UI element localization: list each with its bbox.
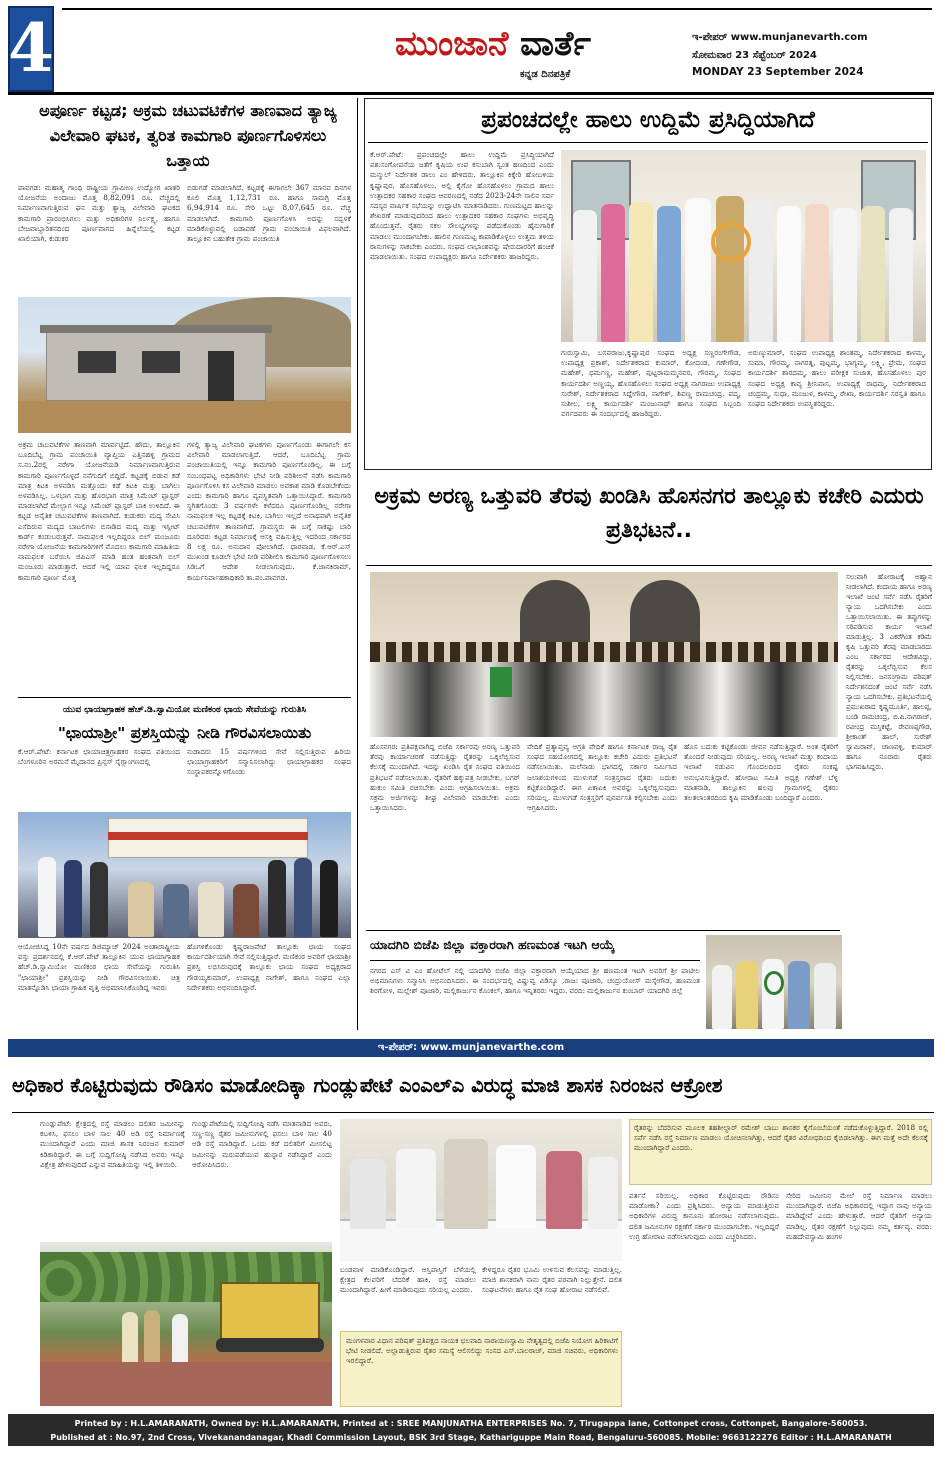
- article5-felicitation-photo: [706, 935, 842, 1029]
- article4-award-photo: [18, 812, 351, 938]
- article1-col1-top: ಪಾವಗಡ: ಮಹಾತ್ಮ ಗಾಂಧಿ ರಾಷ್ಟ್ರೀಯ ಗ್ರಾಮೀಣ ಉದ್ಯೋಗ ಖಾತರಿ ಯೋಜನೆಯ ಅಂದಾಜು ಮೊತ್ತ 8,82,091 ರೂ. ವೆಚ್ಚದಲ್ಲಿ ನಿರ್ಮಾಣವಾಗುತ್ತಿರುವ ಘನ ಮತ್ತು ತ್ಯಾಜ್ಯ ವಿಲೇವಾರಿ ಘಟಕದ ಕಾಮಗಾರಿ ಪ್ರಾರಂಭಿಸಿಗಲು ಮತ್ತು ಅಧಿಕಾರಿಗಳ ನಿರ್ಲಕ್ಷ್ಯ, ಹಾಗೂ ಬೇಜವಾಬ್ದಾರಿತನದಿಂದ ಪೂರ್ಣವಾಗದ ಹಿನ್ನೆಲೆಯಲ್ಲಿ ಕಟ್ಟಡ ಖಾಲಿಯಾಗಿ, ಕುಡುಕರ: [18, 183, 180, 244]
- article6-box-text: ಮಂಗಳವಾರ ವಿಧಾನ ಪರಿಷತ್ ಪ್ರತಿಪಕ್ಷದ ನಾಯಕ ಛಲವಾದಿ ನಾರಾಯಣಸ್ವಾಮಿ ನೇತೃತ್ವದಲ್ಲಿ ಬಿಜೆಪಿ ನಿಯೋಗ ಹಿರಿಕಾಟಿಗೆ ಭೇಟಿ ನೀಡಲಿದೆ. ಅಲ್ಲಾಡುತ್ತಿರುವ ರೈತರ ಸಮಸ್ಯೆ ಆಲಿಸಲಿದ್ದು ಸಂಸದ ಎಸ್.ಬಾಲರಾಜ್, ಮಾಜಿ ಸಚಿವರು, ಅಧಿಕಾರಿಗಳು ಇರಲಿದ್ದಾರೆ.: [346, 1336, 618, 1366]
- crowd: [370, 652, 838, 737]
- ground: [18, 401, 351, 433]
- garland: [764, 971, 784, 995]
- article1-col2-top: ಬಿಡುಗಡೆ ಮಾಡಲಾಗಿದೆ. ಕಟ್ಟಡಕ್ಕೆ ಈಗಾಗಲೇ 367 ಮಾನವ ದಿನಗಳ ಕೂಲಿ ಮೊತ್ತ 1,12,731 ರೂ. ಹಾಗೂ ಸಾಮಗ್ರಿ ಮೊತ್ತ 6,94,914 ರೂ. ಸೇರಿ ಒಟ್ಟು 8,07,645 ರೂ. ವೆಚ್ಚ ಮಾಡಲಾಗಿದೆ. ಕಾಮಗಾರಿ ಪೂರ್ಣಗೊಳಿಸಿ ಅದನ್ನು ಸದ್ಬಳಕೆ ಮಾಡಿಕೊಳ್ಳುವಲ್ಲಿ ಬಡಾವಣೆ ಗ್ರಾಮ ಪಂಚಾಯಿತಿ ವಿಫಲವಾಗಿದೆ. ತಾಲ್ಲೂಕಿನ ಬಹುತೇಕ ಗ್ರಾಮ ಪಂಚಾಯಿತಿ: [187, 183, 351, 244]
- article4-col1: ಕೆ.ಆರ್.ಪೇಟೆ: ಕರ್ನಾಟಕ ಛಾಯಾಚಿತ್ರಗ್ರಾಹಕರ ಸಂಘದ ವತಿಯಿಂದ ಬೆಂಗಳೂರಿನ ಅರಮನೆ ಮೈದಾನದ ಪ್ರಿನ್ಸಸ್ ಸೈಗ್ಲಾಂಗಣದಲ್ಲಿ: [18, 747, 180, 767]
- person-figure: [396, 1149, 436, 1229]
- article6-col1: ಗುಂಡ್ಲುಪೇಟೆ: ಕ್ಷೇತ್ರದಲ್ಲಿ ರಸ್ತೆ ಮಾಡಲು ದಲಿತರ ಜಮೀನನ್ನು ಕಬಳಿಸಿ, ಫಸಲು ಬಾಳ ಸಾಲ 40 ಅಡಿ ರಸ್ತೆ ನಿರ್ಮಾಣಕ್ಕೆ ಮುಂದಾಗಿದ್ದಾರೆ ಎಂದು ಮಾಜಿ ಶಾಸಕ ನಿರಂಜನ ಕುಮಾರ್ ಕಿಡಿಕಾರಿದ್ದಾರೆ. ಈ ಬಗ್ಗೆ ಸುದ್ದಿಗೋಷ್ಠಿ ನಡೆಸಿದ ಅವರು ಇನ್ನೂ ವಿಕ್ಷೇತ್ರ ಹೇಳುವುದಿದೆ ಎನ್ನುವ ಮಾಹಿತಿಯನ್ನು ಇಲ್ಲಿ ತಿಳಿಯಿರಿ.: [40, 1119, 185, 1169]
- article1-col1-bottom: ಅಕ್ರಮ ಚಟುವಟಿಕೆಗಳ ತಾಣವಾಗಿ ಮಾರ್ಪಟ್ಟಿದೆ. ಹೌದು, ತಾಲ್ಲೂಕಿನ ಬೂದಿಬೆಟ್ಟ ಗ್ರಾಮ ಪಂಚಾಯಿತಿ ವ್ಯಾಪ್ತಿಯ ಎತ್ತಿನಹಳ್ಳಿ ಗ್ರಾಮದ ಸ.ನಂ.2ರಲ್ಲಿ ನರೇಗಾ ಯೋಜನೆಯಡಿ ನಿರ್ಮಾಣವಾಗುತ್ತಿರುವ ಕಾಮಗಾರಿ ಪೂರ್ಣಗೊಳ್ಳದೆ ನನೆಗುದಿಗೆ ಬಿದ್ದಿದೆ. ಕಟ್ಟಡಕ್ಕೆ ಬಿಡುವ ಕಡೆ ಮಾತ್ರ ಕಿಟಕಿ ಅಳವಡಿಸಿ ಮತ್ತೊಂದು ಕಡೆ ಕಿಟಕಿ ಮತ್ತು ಬಾಗಿಲು ಅಳವಡಿಸಿಲ್ಲ. ಒಳಭಾಗ ಮತ್ತು ಹೊರಭಾಗ ಮಾತ್ರ ಸಿಮೆಂಟ್ ಪ್ಲಾಸ್ಟರ್ ಮಾಡಲಾಗಿದೆ ಮೇಲ್ಬಾಗ ಇನ್ನೂ ಸಿಮೆಂಟ್ ಪ್ಲಾಸ್ಟರ್ ಬಾಕಿ ಉಳಿದಿದೆ. ಈ ಕಟ್ಟಡ ಅನೈತಿಕ ಚಟುವಟಿಕೆಗಳ ತಾಣವಾಗಿದೆ. ಕುಡುಕರು ಮದ್ಯ ಸೇವಿಸಿ ಎಸೆದಿರುವ ಮದ್ಯದ ಬಾಟಲಿಗಳು ಬಿಸಾಡಿದ ಮದ್ಯ ಮತ್ತು ಇಸ್ಪೀಟ್ ಕಾರ್ಡ್ ಕಂಡುಬರುತ್ತವೆ. ನಾಮಫಲಕ ಇಲ್ಲದಿದ್ದರೂ ಬಿಲ್ ಮಂಜೂರು ನರೇಗಾ ಯೋಜನೆಯ ಕಾಮಗಾರಿಗಳಿಗೆ ಮೊದಲು ಕಾಮಗಾರಿ ಮಾಹಿತಿಯ ನಾಮಫಲಕ ಬರೆಯಿಸಿ ಜಿಪಿಎಸ್ ಮಾಡಿ ಹಂತ ಹಂತವಾಗಿ ಬಿಲ್ ಮಂಜೂರು ಮಾಡುತ್ತಾರೆ. ಆದರೆ ಇಲ್ಲಿ ಯಾವ ಫಲಕ ಇಲ್ಲದಿದ್ದರೂ ಕಾಮಗಾರಿ ಪೂರ್ಣ ಮೊತ್ತ: [18, 440, 180, 582]
- article5-body: ನಗರದ ಎಸ್ ವಿ ಎಂ ಹೋಟೆಲ್ ನಲ್ಲಿ ಯಾದಗಿರಿ ಬಿಜೆಪಿ ಜಿಲ್ಲಾ ವಕ್ತಾರರಾಗಿ ಆಯ್ಕೆಯಾದ ಶ್ರೀ ಹಣಮಂತ ಇಟಗಿ ಅವರಿಗೆ ಶ್ರೀ ಪಾಟೀಲ ಅಭಿಮಾನಿಗಳು ಸನ್ಮಾನಿಸಿ ಅಭಿನಂದಿಸಿದರು. ಈ ಸಂದರ್ಭದಲ್ಲಿ ವಿಷ್ಣುವ್ವ ವಿಡಿಸ್ಯೂ ,ರಾಜು ಪೂಜಾರಿ, ಚಂದ್ರುಯೋಸ್ ಮಸ್ಕೇಗೌಡ, ಹಣಮಂತ ಶಿರಗೋಳ, ಮಲ್ಲೇಶ್ ಪೂಜಾರಿ, ಮಲ್ಲಿಕಾರ್ಜುನ ಕೊಂಕಲ್, ಹಾಗೂ ಇನ್ನಿತರರು ಇದ್ದರು. ವರದಿ: ಮಲ್ಲಿಕಾರ್ಜುನ ಕುಂಬಾರ್ ಯಾದಗಿರಿ ಜಿಲ್ಲೆ: [370, 966, 700, 996]
- person-figure: [90, 862, 108, 937]
- person-figure: [629, 202, 653, 342]
- page-number: 4: [8, 9, 54, 87]
- article6-bulldozer-photo: [40, 1242, 332, 1406]
- person-figure: [736, 961, 758, 1029]
- person-figure: [889, 208, 913, 342]
- article2-headline-rule: [368, 142, 928, 143]
- footer-line2: Published at : No.97, 2nd Cross, Vivekanandanagar, Khadi Commission Layout, BSK 3rd Stage, Kathariguppe Main Road, Bengaluru-560085. Mobile: 9663122276 Editor : H.L.AMARANATH: [50, 1433, 892, 1442]
- person-figure: [657, 206, 681, 342]
- article4-headline: ಯುವ ಛಾಯಾಗ್ರಾಹಕ ಹೆಚ್.ಡಿ.ಸ್ವಾಮಿಯೋ ಮಣಿಕಂಠ ಛಾಯ ಸೇವೆಯನ್ನು ಗುರುತಿಸಿ: [62, 705, 307, 715]
- person-figure: [788, 961, 810, 1029]
- building-window: [142, 351, 180, 373]
- building-window: [78, 351, 116, 373]
- person-figure: [749, 200, 773, 342]
- article3-col2: ವೇದಿಕೆ ಪ್ರತ್ಯಾಪ್ತವ್ಯ ಆಗ್ರತಿ ವೇದಿಕೆ ಹಾಗೂ ಕರ್ನಾಟಕ ರಾಜ್ಯ ರೈತ ಸಂಘದ ಸಹಯೋಗದಲ್ಲಿ ತಾಲ್ಲೂಕು ಕಚೇರಿ ಎದುರು ಪ್ರತಿಭಟನೆ ನಡೆಸಲಾಯಿತು. ಮಲೆನಾಡು ಭಾಗದಲ್ಲಿ ಸರ್ಕಾರ ನಿರ್ಮಿಸಿದ ಜಲಾಶಯಗಳಿಂದ ಮುಳುಗಡೆ ಸಂತ್ರಸ್ತರಾದ ರೈತರು ಬದುಕು ಕಟ್ಟಿಕೊಂಡಿದ್ದಾರೆ. ಈಗ ಏಕಾಏಕಿ ಅವರನ್ನು ಒಕ್ಕಲೆಬ್ಬಿಸುವುದು ಸರಿಯಲ್ಲ. ಮುಳುಗಡೆ ಸಂತ್ರಸ್ತರಿಗೆ ಪುನರ್ವಸತಿ ಕಲ್ಪಿಸಬೇಕು ಎಂದು ಆಗ್ರಹಿಸಿದರು.: [527, 742, 677, 813]
- person-figure: [268, 860, 286, 937]
- article4-col2: ನುಡಾದರು 15 ವರ್ಷಗಳಿಂದ ಸೇವೆ ಸಲ್ಲಿಸುತ್ತಿರುವ ಹಿರಿಯ ಛಾಯಾಗ್ರಾಹಕರಿಗೆ ಸನ್ಮಾನಿಸಲಾಗಿದ್ದು ಛಾಯಾಗ್ರಾಹಕರ ಸಂಘದ ಸಂಸ್ಥಾಪಕರನ್ನೊಳಗೊಂಡು: [187, 747, 351, 777]
- article3-headline: ಅಕ್ರಮ ಅರಣ್ಯ ಒತ್ತುವರಿ ತೆರವು ಖಂಡಿಸಿ ಹೊಸನಗರ ತಾಲ್ಲೂಕು ಕಚೇರಿ ಎದುರು ಪ್ರತಿಭಟನೆ..: [374, 484, 924, 543]
- article6-col6: ಸೇರಿದ ಜಮೀನಿನ ಮೇಲೆ ರಸ್ತೆ ನಿರ್ಮಾಣ ಮಾಡಲು ಮುಂದಾಗಿದ್ದಾರೆ. ಬಿಜೆಪಿ ಅಧಿಕಾರದಲ್ಲಿ ಇದ್ದಾಗ ನಾವು ಅನ್ಯಾಯ ಮಾಡಿದ್ದೇವೆ ಎಂದು ಹೇಳುತ್ತಾರೆ. ಆದರೆ ರೈತರಿಗೆ ಅನ್ಯಾಯ ಮಾಡಿಲ್ಲ. ರೈತರ ರಕ್ಷಣೆಗೆ ನಿಲ್ಲುವುದು ನಮ್ಮ ಕರ್ತವ್ಯ. ವರದಿ: ಮಹದೇವಸ್ವಾಮಿ ಹಂಗಳ: [786, 1191, 932, 1241]
- epaper-divider-text: ಇ-ಪೇಪರ್: www.munjanevarthe.com: [377, 1042, 565, 1053]
- person-figure: [64, 860, 82, 937]
- article1-col2-bottom: ಗಳಲ್ಲಿ ತ್ಯಾಜ್ಯ ವಿಲೇವಾರಿ ಘಟಕಗಳು ಪೂರ್ಣಗೊಂಡು ಈಗಾಗಲೇ ಕಸ ವಿಲೇವಾರಿ ಮಾಡಲಾಗುತ್ತಿದೆ. ಆದರೆ, ಬೂದಿಬೆಟ್ಟ ಗ್ರಾಮ ಪಂಚಾಯಿತಿಯಲ್ಲಿ ಇನ್ನೂ ಕಾಮಗಾರಿ ಪೂರ್ಣಗೊಂಡಿಲ್ಲ. ಈ ಬಗ್ಗೆ ಸಂಬಂಧಪಟ್ಟ ಅಧಿಕಾರಿಗಳು ಭೇಟಿ ನೀಡಿ ಪರಿಶೀಲನೆ ನಡೆಸಿ ಕಾಮಗಾರಿ ಪೂರ್ಣಗೊಳಿಸಿ ಕಸ ವಿಲೇವಾರಿ ಮಾಡಲು ಅವಕಾಶ ಮಾಡಿ ಕೊಡಬೇಕೆಂದು ಎಂದು ಕಾಮಗಾರಿ ಹಾಗೂ ವ್ಯವಸ್ಥಿತವಾಗಿ ಒತ್ತಾಯಿಸಿದ್ದಾರೆ. ಕಾಮಗಾರಿ ಸ್ಥಗಿತಗೊಂಡು 3 ವರ್ಷಗಳೇ ಕಳೆದರೂ ಪೂರ್ಣಗೊಂಡಿಲ್ಲ ನರೇಗಾ ನಾಮಫಲಕ ಇಲ್ಲ ಕಟ್ಟಡಕ್ಕೆ ಕಿಟಕಿ, ಬಾಗಿಲು ಇಲ್ಲದೆ ಅನಾಥವಾಗಿ ಅನೈತಿಕ ಚಟುವಟಿಕೆಗಳ ತಾಣವಾಗಿದೆ. ಗ್ರಾಮಸ್ಥರು ಈ ಬಗ್ಗೆ ಸಾಕಷ್ಟು ಬಾರಿ ದೂರಿದರು ಕಟ್ಟಡ ನಿರ್ಮಾಣಕ್ಕೆ ಆಸಕ್ತಿ ವಹಿಸುತ್ತಿಲ್ಲ ಇದರಿಂದ ಸರ್ಕಾರದ 8 ಲಕ್ಷ ರೂ. ಅನುದಾನ ಪೋಲಾಗಿದೆ. ಧಾರವಾಡ, ಕೆ.ಆರ್.ಎಸ್ ಮುಖಂಡ ಕೂಡಲೇ ಭೇಟಿ ನೀಡಿ ಪರಿಶೀಲಿಸಿ ಕಾಮಗಾರಿ ಪೂರ್ಣಗೊಳಿಸಲು ಸಿಡಿಒಗೆ ಆದೇಶ ನೀಡಲಾಗುವುದು. ಕೆ.ಜಾನಕಿರಾಮ್, ಕಾರ್ಯನಿರ್ವಾಹಕಾಧಿಕಾರಿ ತಾ.ಪಂ.ಪಾವಗಡ.: [187, 440, 351, 582]
- masthead-title: [395, 22, 695, 70]
- bulldozer-track: [216, 1338, 324, 1352]
- person-figure: [601, 204, 625, 342]
- article6-col4: ಕೇಳಿದ್ದರೂ ರೈತರ ಭೂಮಿ ಉಳಿಸುವ ಕೆಲಸವನ್ನು ಮಾಡುತ್ತಿಲ್ಲ. ಮಾಜಿ ಶಾಸಕರಾಗಿ ನಾನು ರೈತರ ಪರವಾಗಿ ನಿಲ್ಲುತ್ತೇನೆ. ದಲಿತ ಸಂಘಟನೆಗಳು ಹಾಗೂ ರೈತ ಸಂಘ ಹೋರಾಟ ನಡೆಸಲಿವೆ.: [482, 1265, 622, 1295]
- masthead-title-part2: ವಾರ್ತೆ: [520, 24, 591, 64]
- person-figure: [573, 210, 597, 342]
- article2-col1: ಕೆ.ಆರ್.ಪೇಟೆ: ಪ್ರಪಂಚದಲ್ಲೇ ಹಾಲು ಉದ್ದಿಮೆ ಪ್ರಸಿದ್ಧಿಯಾಗಿದೆ ಪಶುಸಂಗೋಪನೆಯ ಜತೆಗೆ ಕೃಷಿಯ ಉಪ ಕಸುಬಾಗಿ ಸ್ವಂತ ಹಣದಿಂದ ಎಂದು ಮನ್ಮುಲ್ ನಿರ್ದೇಶಕ ಡಾಲು ಎಂ ಹೇಳಿದರು. ತಾಲ್ಲೂಕಿನ ಕಿಕ್ಕೇರಿ ಹೋಬಳಿಯ ಕೃಷ್ಣಾಪುರ, ಹೊಸಹೊಳಲು, ಅಲ್ಲಿ ಕೈಗೋ ಹೊಸಹೊಳಲು ಗ್ರಾಮದ ಹಾಲು ಉತ್ಪಾದಕರ ಸಹಕಾರ ಸಂಘದ ಆವರಣದಲ್ಲಿ ನಡೆದ 2023-24ನೇ ಸಾಲಿನ ಸರ್ವ ಸದಸ್ಯರ ವಾರ್ಷಿಕ ಸಭೆಯನ್ನು ಉದ್ಘಾಟಿಸಿ ಮಾತನಾಡಿದರು. ಗುಣಮಟ್ಟದ ಹಾಲನ್ನು ಶೇಖರಣೆ ಮಾಡುವುದರಿಂದ ಹಾಲು ಉತ್ಪಾದಕರ ಸಹಕಾರ ಸಂಘಗಳು ಅಭಿವೃದ್ಧಿ ಹೊಂದುತ್ತವೆ. ರೈತರು ಸಕಲ ಸೌಲಭ್ಯಗಳನ್ನು ಪಡೆದುಕೊಂಡು ಹೈನುಗಾರಿಕೆ ಮಾಡಲು ಮುಂದಾಗಬೇಕು. ಹಾಲಿನ ಗುಣಮಟ್ಟ ಕಾಪಾಡಿಕೊಳ್ಳಲು ಉತ್ತಮ ತಳಿಯ ರಾಸುಗಳನ್ನು ಸಾಕಬೇಕು ಎಂದರು. ಸಂಘದ ಲಾಭಾಂಶವನ್ನು ಷೇರುದಾರರಿಗೆ ಹಂಚಿಕೆ ಮಾಡಲಾಯಿತು. ಸಂಘದ ಉಪಾಧ್ಯಕ್ಷರು ಹಾಗೂ ನಿರ್ದೇಶಕರು ಹಾಜರಿದ್ದರು.: [370, 150, 554, 262]
- article5-top-rule: [366, 930, 840, 931]
- person-figure: [716, 196, 744, 342]
- article6-col5: ವರ್ತನೆ ಸರಿಯಿಲ್ಲ. ಅಧಿಕಾರ ಕೊಟ್ಟಿರುವುದು ರೌಡಿಸಂ ಮಾಡೋಕಾ? ಎಂದು ಪ್ರಶ್ನಿಸಿದರು. ಅನ್ಯಾಯ ಮಾಡುತ್ತಿರುವ ಅಧಿಕಾರಿಗಳ ವಿರುದ್ಧ ಕಾನೂನು ಹೋರಾಟ ನಡೆಸಲಾಗುವುದು. ದಲಿತ ಜಮೀನುಗಳ ರಕ್ಷಣೆಗೆ ಸರ್ಕಾರ ಮುಂದಾಗಬೇಕು. ಇಲ್ಲದಿದ್ದರೆ ಉಗ್ರ ಹೋರಾಟ ನಡೆಸಲಾಗುವುದು ಎಂದು ಎಚ್ಚರಿಸಿದರು.: [629, 1191, 779, 1241]
- masthead-title-part1: ಮುಂಜಾನೆ: [395, 24, 509, 64]
- article4-subheadline: "ಛಾಯಾಶ್ರೀ" ಪ್ರಶಸ್ತಿಯನ್ನು ನೀಡಿ ಗೌರವಿಸಲಾಯಿತು: [57, 724, 312, 742]
- article3-col3: ಹೊಸ ಬದುಕು ಕಟ್ಟಿಕೊಂಡು ಜೀವನ ನಡೆಸುತ್ತಿದ್ದಾರೆ. ಅಂತ ರೈತರಿಗೆ ತೊಂದರೆ ನೀಡುವುದು ಸರಿಯಲ್ಲ. ಅರಣ್ಯ ಇಲಾಖೆ ಮತ್ತು ಕಂದಾಯ ಇಲಾಖೆ ನಡುವಿನ ಗೊಂದಲದಿಂದ ರೈತರು ಸಂಕಷ್ಟ ಅನುಭವಿಸುತ್ತಿದ್ದಾರೆ. ಹೋರಾಟ ಸಮಿತಿ ಅಧ್ಯಕ್ಷ ಗಣೇಶ್ ಬೆಳ್ಳಿ ಮಾತನಾಡಿ, ತಾಲ್ಲೂಕಿನ ಹಲವು ಗ್ರಾಮಗಳಲ್ಲಿ ರೈತರು ತಲತಲಾಂತರದಿಂದ ಕೃಷಿ ಮಾಡಿಕೊಂಡು ಬಂದಿದ್ದಾರೆ ಎಂದರು.: [684, 742, 838, 803]
- person-figure: [294, 858, 312, 937]
- article6-col5-top: ರೈತರನ್ನು ಬೆದರಿಸುವ ಮೂಲಕ ತಹಶೀಲ್ದಾರ್ ರಮೇಶ್ ಬಾಬು ಶಾಸಕರ ಕೈಗೊಂಬೆಯಂತೆ ನಡೆದುಕೊಳ್ಳುತ್ತಿದ್ದಾರೆ. 2018 ರಲ್ಲಿ ಸರ್ವೆ ನಡೆಸಿ ರಸ್ತೆ ನಿರ್ಮಾಣ ಮಾಡಲು ಯೋಚಿಸಲಾಗಿತ್ತು, ಆದರೆ ರೈತರ ವಿರೋಧದಿಂದ ಕೈಬಿಡಲಾಗಿತ್ತು. ಈಗ ಮತ್ತೆ ಅದೇ ಕೆಲಸಕ್ಕೆ ಮುಂದಾಗಿದ್ದಾರೆ ಎಂದರು.: [634, 1123, 928, 1153]
- article2-col2: ಗುರುಸ್ವಾಮಿ, ಬಸವರಾಜು,ಕೃಷ್ಣಾಪುರ ಸಂಘದ ಅಧ್ಯಕ್ಷ ಸಣ್ಣರಂಗೇಗೌಡ, ಉಪಾಧ್ಯಕ್ಷ ಪ್ರಕಾಶ್, ನಿರ್ದೇಶಕರಾದ ಕುಮಾರ್, ಕೋದಂಡ, ಗಣೇಗೌಡ, ಮಹೇಶ್, ಧರ್ಮಣ್ಣ, ಮಹೇಶ್, ಪುಟ್ಟರಾಮಮ್ಮನವರ, ಗೌರಮ್ಮ, ಸಂಘದ ಕಾರ್ಯದರ್ಶಿ ಅಣ್ಣಯ್ಯ, ಹೊಸಹೊಳಲು ಸಂಘದ ಅಧ್ಯಕ್ಷ ನಾಗರಾಜು ಉಪಾಧ್ಯಕ್ಷ ಸುರೇಶ್, ನಿರ್ದೇಶಕರಾದ ಸಿದ್ದೇಗೌಡ, ನಾಗೇಶ್, ಶಿವಣ್ಣ ರಾಮಚಂದ್ರ, ಪದ್ಮ, ಸುಶೀಲ, ಲಕ್ಷ್ಮಿ ಕಾರ್ಯದರ್ಶಿ ಮಂಜುನಾಥ್ ಹಾಗೂ ಸಂಘದ ಸಿಬ್ಬಂದಿ ವರ್ಗದವರು ಈ ಸಂದರ್ಭದಲ್ಲಿ ಹಾಜರಿದ್ದರು.: [561, 348, 741, 419]
- masthead-bottom-rule: [8, 92, 934, 95]
- person-figure: [444, 1139, 488, 1229]
- person-figure: [38, 857, 56, 937]
- person-figure: [163, 884, 189, 937]
- article4-top-rule: [18, 697, 351, 698]
- article4-col1-bottom: ಆಯೋಜಿಸಿದ್ದ 10ನೇ ವರ್ಷದ ಡಿಜಿಮ್ಯಾಜ್ 2024 ಅಂತಾರಾಷ್ಟ್ರೀಯ ವಸ್ತು ಪ್ರದರ್ಶನದಲ್ಲಿ ಕೆ.ಆರ್.ಪೇಟೆ ತಾಲ್ಲೂಕಿನ ಯುವ ಛಾಯಾಗ್ರಾಹಕ ಹೆಚ್.ಡಿ.ಸ್ವಾಮಿಯೋ ಮಣಿಕಂಠ ಛಾಯ ಸೇವೆಯನ್ನು ಗುರುತಿಸಿ "ಛಾಯಾಶ್ರೀ" ಪ್ರಶಸ್ತಿಯನ್ನು ನೀಡಿ ಗೌರವಿಸಲಾಯಿತು. ಚಿತ್ರ ಮಾತನ್ನೊಡಿಸಿ ಛಾಯಾ ಗ್ರಾಹಿಕ ವೃತ್ತಿ ಅಭಿಮಾನಿಸಿಕೊಂಡಿದ್ದ ಇವರು: [18, 942, 180, 992]
- bulldozer: [220, 1282, 320, 1342]
- masthead-subtitle: ಕನ್ನಡ ದಿನಪತ್ರಿಕೆ: [520, 69, 571, 80]
- person-figure: [350, 1159, 386, 1229]
- article2-group-photo: [561, 150, 926, 342]
- article1-headline: ಅಪೂರ್ಣ ಕಟ್ಟಡ; ಅಕ್ರಮ ಚಟುವಟಿಕೆಗಳ ತಾಣವಾದ ತ್ಯಾಜ್ಯ ವಿಲೇವಾರಿ ಘಟಕ, ತ್ವರಿತ ಕಾಮಗಾರಿ ಪೂರ್ಣಗೊಳಿಸಲು ಒತ್ತಾಯ: [39, 101, 337, 170]
- article3-protest-photo: [370, 572, 838, 737]
- person-figure: [777, 206, 801, 342]
- masthead-date-english: MONDAY 23 September 2024: [692, 66, 864, 78]
- masthead-date-kannada: ಸೋಮವಾರ 23 ಸೆಪ್ಟೆಂಬರ್ 2024: [692, 50, 817, 61]
- person-figure: [833, 208, 857, 342]
- person-figure: [712, 965, 732, 1029]
- award-banner-strip: [108, 832, 308, 840]
- article6-press-meet-photo: [340, 1119, 622, 1261]
- article6-headline-rule: [12, 1112, 934, 1113]
- person-figure: [320, 860, 338, 937]
- article6-col3: ಬಂಡವಾಳ ಮಾಡಿಕೊಂಡಿದ್ದಾರೆ. ಆಸ್ತಿಪಾಸ್ತಿಗೆ ಬೆಳೆಯಲ್ಲಿ ಕ್ಷೇತ್ರದ ಕೆಲವರಿಗೆ ಬೆದರಿಕೆ ಹಾಕಿ, ರಸ್ತೆ ಮಾಡಲು ಮುಂದಾಗಿದ್ದಾರೆ. ಹೀಗೆ ಮಾಡಿರುವುದು ಸರಿಯಲ್ಲ ಎಂದರು.: [340, 1265, 476, 1295]
- green-scarf: [490, 667, 512, 697]
- building-roof: [40, 325, 272, 333]
- article3-col1: ಹೊಸನಗರ: ಪ್ರತಿಪಕ್ಷವಾಗಿದ್ದ ಬಿಜೆಪಿ ಸರ್ಕಾರವು ಅರಣ್ಯ ಒತ್ತುವರಿ ತೆರವು ಕಾರ್ಯಾಚರಣೆ ನಡೆಸುತ್ತಿದ್ದು ರೈತರನ್ನು ಒಕ್ಕಲೆಬ್ಬಿಸುವ ಕೆಲಸಕ್ಕೆ ಮುಂದಾಗಿದೆ. ಇದನ್ನು ಖಂಡಿಸಿ ರೈತ ಸಂಘದ ವತಿಯಿಂದ ಪ್ರತಿಭಟನೆ ನಡೆಸಲಾಯಿತು. ರೈತರಿಗೆ ಹಕ್ಕುಪತ್ರ ನೀಡಬೇಕು, ಬಗರ್ ಹುಕುಂ ಸಮಿತಿ ರಚಿಸಬೇಕು ಎಂದು ಆಗ್ರಹಿಸಲಾಯಿತು. ಅಕ್ರಮ ಸಕ್ರಮ ಅರ್ಜಿಗಳನ್ನು ಶೀಘ್ರ ವಿಲೇವಾರಿ ಮಾಡಬೇಕು ಎಂದು ಒತ್ತಾಯಿಸಿದರು.: [370, 742, 520, 813]
- footer-line1: Printed by : H.L.AMARANATH, Owned by: H.L.AMARANATH, Printed at : SREE MANJUNATHA ENTERPRISES No. 7, Tirugappa lane, Cottonpet cross, Cottonpet, Bangalore-560053.: [74, 1419, 868, 1428]
- person-figure: [233, 884, 259, 937]
- article2-headline: ಪ್ರಪಂಚದಲ್ಲೇ ಹಾಲು ಉದ್ದಿಮೆ ಪ್ರಸಿದ್ಧಿಯಾಗಿದೆ: [481, 107, 815, 133]
- crowd-heads: [370, 642, 838, 662]
- masthead-website: ಇ-ಪೇಪರ್ www.munjanevarth.com: [692, 32, 868, 43]
- person-figure: [861, 206, 885, 342]
- article4-col2-bottom: ಹೊಗಳಿಕೊಂಡು ಕೃಷ್ಣರಾಜಪೇಟೆ ತಾಲ್ಲೂಕು ಛಾಯ ಸಂಘದ ಕಾರ್ಯದರ್ಶಿಯಾಗಿ ಸೇವೆ ಸಲ್ಲಿಸುತ್ತಿದ್ದಾರೆ. ಮಣಿಕಂಠ ಅವರಿಗೆ ಛಾಯಾಶ್ರೀ ಪ್ರಶಸ್ತಿ ಲಭಿಸಿರುವುದಕ್ಕೆ ತಾಲ್ಲೂಕು ಛಾಯ ಸಂಘದ ಅಧ್ಯಕ್ಷರಾದ ಗೌಡಯ್ಯಕುಮಾರ್, ಉಪಾಧ್ಯಕ್ಷ ನಾಗೇಶ್, ಹಾಗೂ ಸಂಘದ ಎಲ್ಲಾ ನಿರ್ದೇಶಕರು ಅಭಿನಂದಿಸಿದ್ದಾರೆ.: [187, 942, 351, 992]
- person-figure: [685, 198, 711, 342]
- person-figure: [496, 1145, 536, 1229]
- article3-headline-rule: [366, 565, 932, 566]
- article6-col2: ಗುಂಡ್ಲುಪೇಟೆಯಲ್ಲಿ ಸುದ್ದಿಗೋಷ್ಠಿ ನಡೆಸಿ ಮಾತನಾಡಿದ ಅವರು, ಸಣ್ಣ-ಸಣ್ಣ ರೈತರ ಜಮೀನುಗಳಲ್ಲಿ ಫಸಲು ಬಾಳ ಸಾಲ 40 ಅಡಿ ರಸ್ತೆ ಮಾಡಿದ್ದಾರೆ. ಒಂದು ಕಡೆ ದಲಿತರಿಗೆ ಮೀಸಲಿಟ್ಟ ಜಮೀನನ್ನು ಮರುಪಡೆಯುವ ಹುನ್ನಾರ ನಡೆಸಿದ್ದಾರೆ ಎಂದು ಆರೋಪಿಸಿದರು.: [192, 1119, 332, 1169]
- person-figure: [546, 1151, 582, 1229]
- column-rule: [357, 98, 358, 1030]
- masthead-rule: [62, 8, 932, 10]
- garland: [711, 222, 751, 262]
- person-figure: [805, 204, 829, 342]
- article5-headline-rule: [370, 960, 700, 961]
- article2-col3: ಅರುಣ್ಕುಮಾರ್, ಸಂಘದ ಉಪಾಧ್ಯಕ್ಷ ಶಾಂತಮ್ಮ, ನಿರ್ದೇಶಕರಾದ ಕಾಳಮ್ಮ, ಸುಮಾ, ಗೌರಮ್ಮ, ನಾಗರತ್ನ, ಪುಟ್ಟಮ್ಮ, ಭಾಗ್ಯಮ್ಮ, ಲಕ್ಷ್ಮಿ, ಪ್ರೇಮ, ಸಂಘದ ಕಾರ್ಯದರ್ಶಿ ಶಾರದಮ್ಮ, ಹಾಲು ಪರೀಕ್ಷಕ ಸುಜಾತ, ಹೊಸಹೊಳಲು ಪುರ ಸಂಘದ ಅಧ್ಯಕ್ಷ ಕಾವ್ಯ ಶ್ರೀನಿವಾಸ, ಉಪಾಧ್ಯಕ್ಷೆ ರಾಧಮ್ಮ, ನಿರ್ದೇಶಕರಾದ ಚಂದ್ರಮ್ಮ, ಸುಧಾ, ಮಂಜುಳ, ಕಾಳಮ್ಮ, ರೇಖಾ, ಕಾರ್ಯದರ್ಶಿ ಸರಸ್ವತಿ ಹಾಗೂ ಸಂಘದ ನಿರ್ದೇಶಕರು ಉಪಸ್ಥಿತರಿದ್ದರು.: [748, 348, 926, 409]
- person-figure: [588, 1157, 618, 1229]
- article5-headline: ಯಾದಗಿರಿ ಬಿಜೆಪಿ ಜಿಲ್ಲಾ ವಕ್ತಾರರಾಗಿ ಹಣಮಂತ ಇಟಗಿ ಆಯ್ಕೆ: [370, 937, 615, 952]
- article1-building-photo: [18, 297, 351, 433]
- article6-headline: ಅಧಿಕಾರ ಕೊಟ್ಟಿರುವುದು ರೌಡಿಸಂ ಮಾಡೋದಿಕ್ಕಾ ಗುಂಡ್ಲುಪೇಟೆ ಎಂಎಲ್ಎ ವಿರುದ್ಧ ಮಾಜಿ ಶಾಸಕ ನಿರಂಜನ ಆಕ್ರೋಶ: [12, 1074, 723, 1097]
- gravel-road: [40, 1362, 332, 1406]
- building-door: [208, 351, 234, 401]
- person-figure: [198, 882, 224, 937]
- person-figure: [128, 882, 154, 937]
- person-figure: [814, 963, 836, 1029]
- article3-side-col: ಸಲುವಾಗಿ ಹೋರಾಟಕ್ಕೆ ಅಹ್ವಾನ ನೀಡಲಾಗಿದೆ. ಕಂದಾಯ ಹಾಗೂ ಅರಣ್ಯ ಇಲಾಖೆ ಜಂಟಿ ಸರ್ವೆ ನಡೆಸಿ ರೈತರಿಗೆ ನ್ಯಾಯ ಒದಗಿಸಬೇಕು ಎಂದು ಒತ್ತಾಯಿಸಲಾಯಿತು. ಈ ತಪ್ಪುಗಳನ್ನು ಸರಿಪಡಿಸುವ ಕಾರ್ಯ ಇಲಾಖೆ ಮಾಡುತ್ತಿಲ್ಲ. 3 ಎಕರೆಗಿಂತ ಕಡಿಮೆ ಕೃಷಿ ಒತ್ತುವರಿ ತೆರವು ಮಾಡಬಾರದು ಎಂಬ ಸರ್ಕಾರದ ಆದೇಶವಿದ್ದು, ರೈತರನ್ನು ಒಕ್ಕಲೆಬ್ಬಿಸುವ ಕೆಲಸ ನಿಲ್ಲಿಸಬೇಕು. ಜನಸಂಗ್ರಾಮ ಪರಿಷತ್ ನಿರ್ದೇಶನದಂತೆ ಜಂಟಿ ಸರ್ವೆ ನಡೆಸಿ ನ್ಯಾಯ ಒದಗಿಸಬೇಕು. ಪ್ರತಿಭಟನೆಯಲ್ಲಿ ಪ್ರಮುಖರಾದ ಕೃಷ್ಣಮೂರ್ತಿ, ಹಾಲಪ್ಪ, ಬಂಡಿ ರಾಮಚಂದ್ರ, ಬಿ.ಪಿ.ನಾಗರಾಜ್, ರವೀಂದ್ರ ಮಸ್ತಿಕಟ್ಟೆ, ರೇವಣಪ್ಪಗೌಡ, ಶ್ರೀಕಾಂತ್ ಹಾಲ್, ಸುರೇಶ್ ಸ್ವಾಮಿರಾವ್, ಚಾಣವಳ್ಳಿ, ಕುಮಾರ್ ಹಾಗೂ ನೂರಾರು ರೈತರು ಭಾಗವಹಿಸಿದ್ದರು.: [846, 573, 932, 771]
